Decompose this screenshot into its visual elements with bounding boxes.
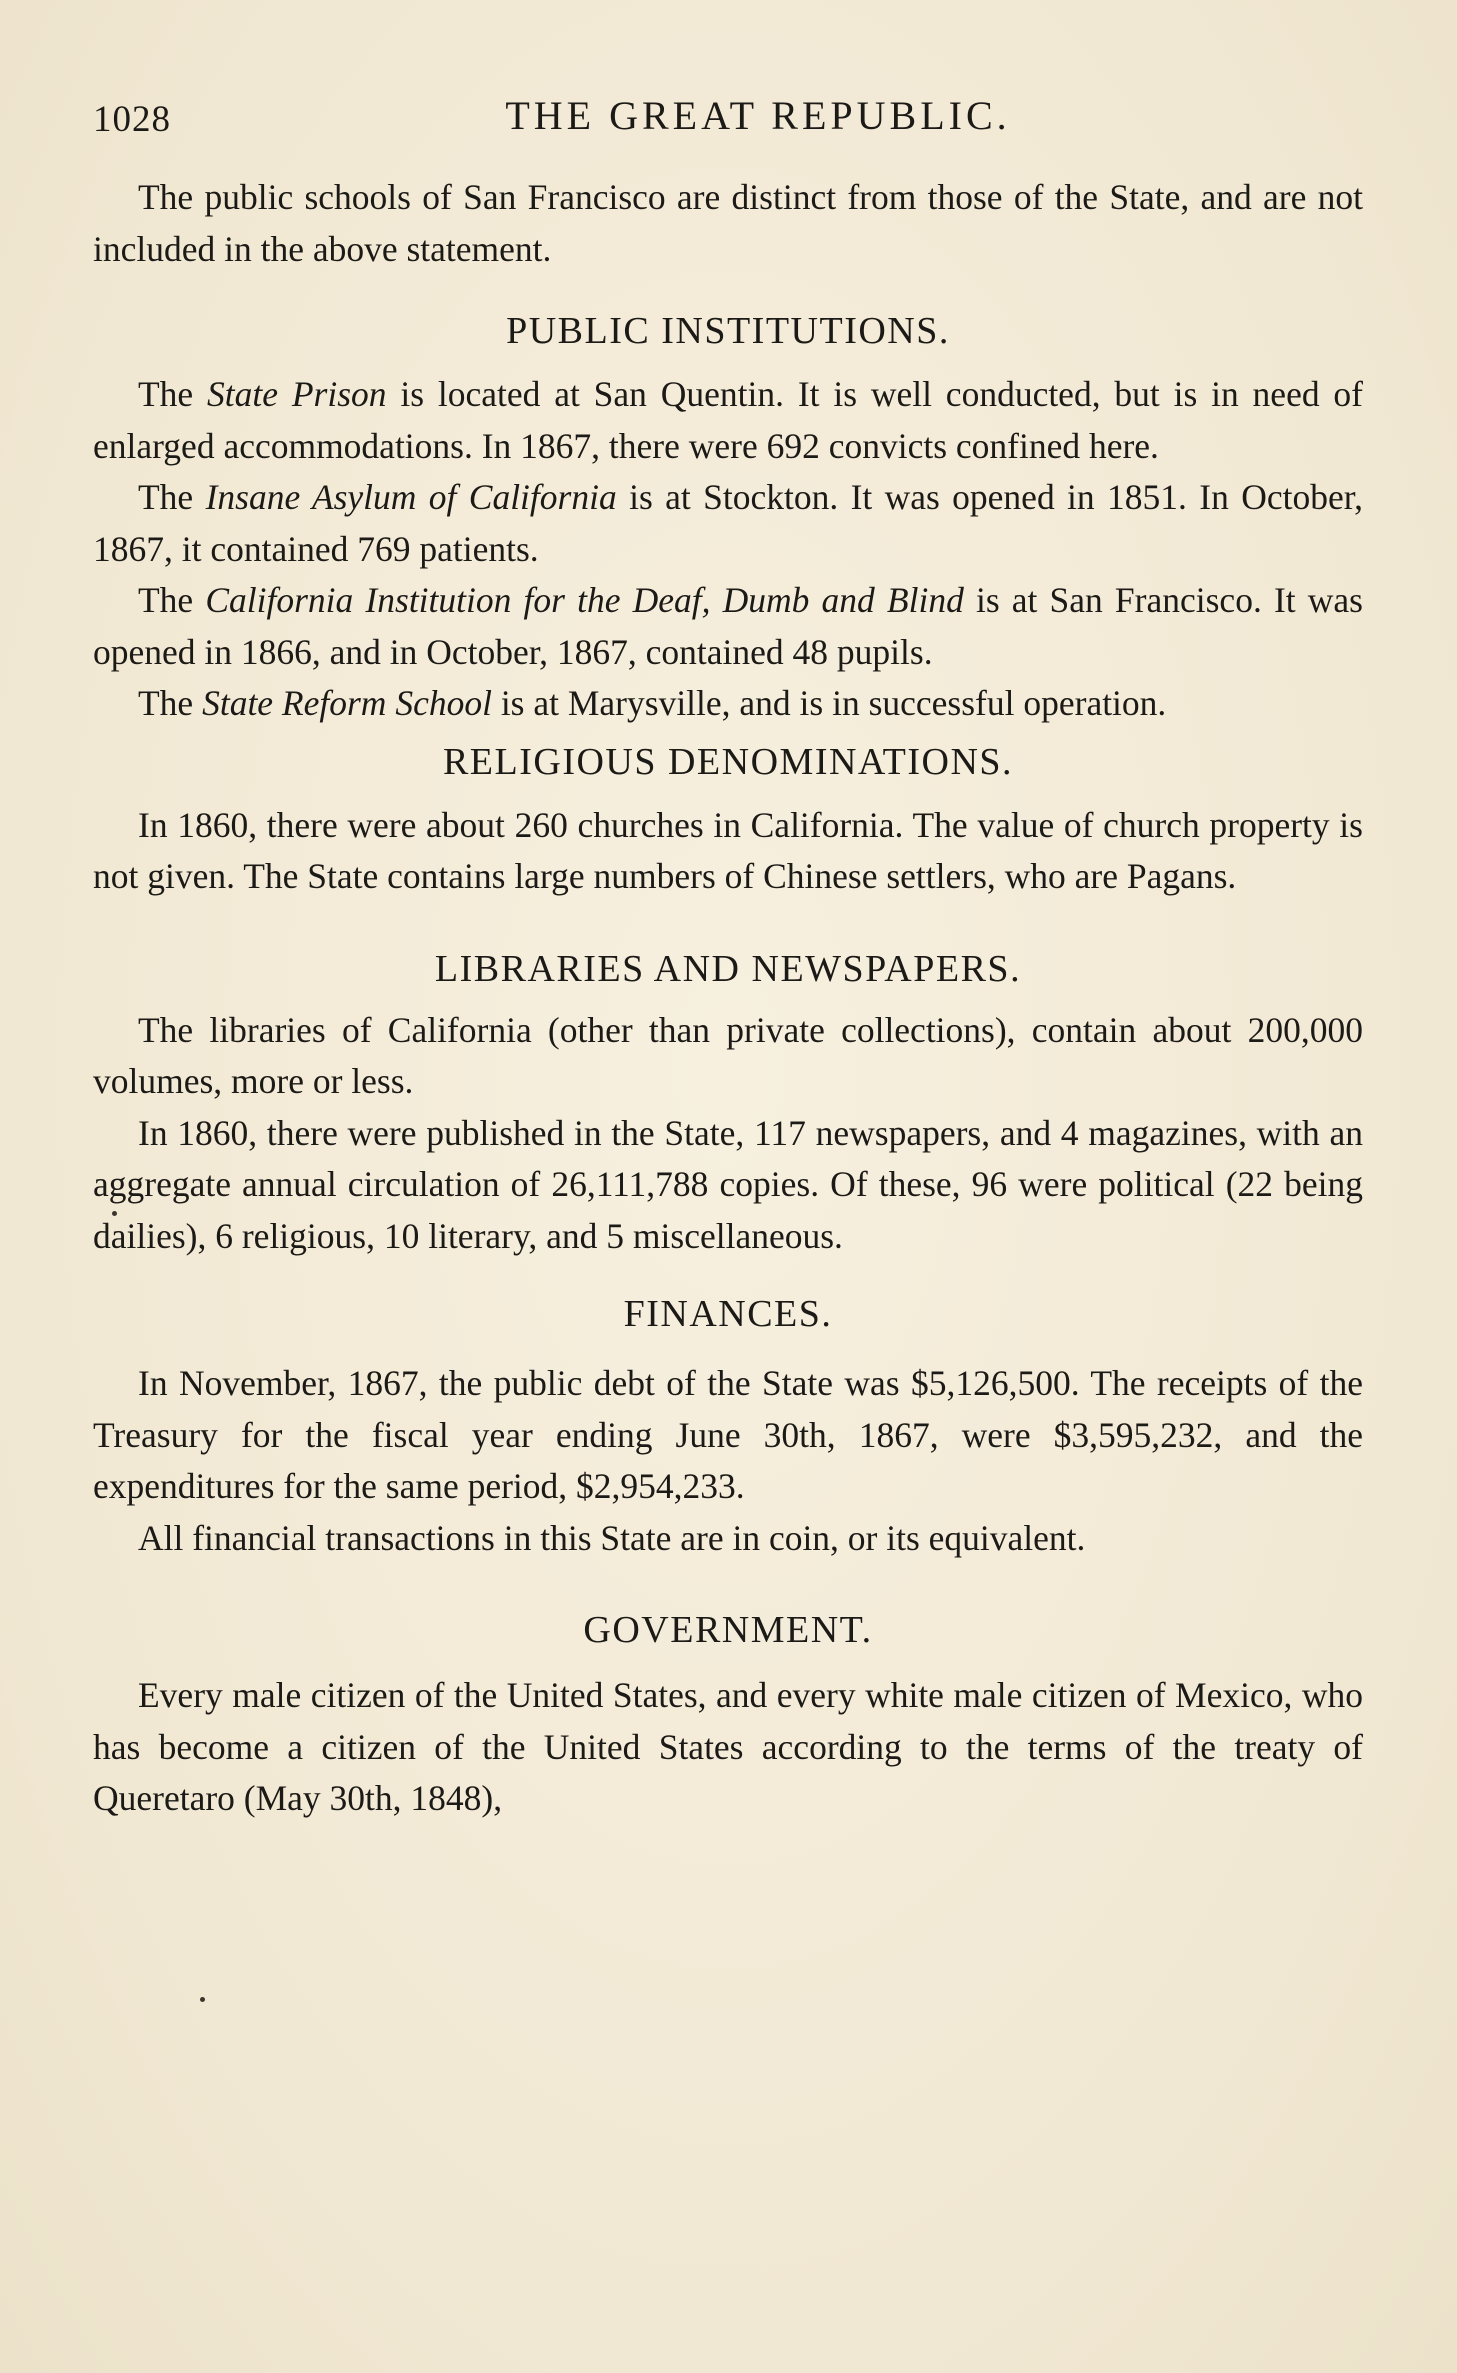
ink-speck (200, 1997, 205, 2002)
heading-religious-denominations: RELIGIOUS DENOMINATIONS. (442, 740, 1014, 783)
institution-name: California Institution for the Deaf, Dumb and Blind (205, 580, 964, 620)
ink-speck (112, 1211, 117, 1216)
paragraph-coin: All financial transactions in this State are in coin, or its equivalent. (138, 1517, 1086, 1558)
heading-public-institutions: PUBLIC INSTITUTIONS. (506, 310, 950, 352)
institution-name: State Reform School (202, 683, 492, 723)
paragraph-state-prison: The State Prison is located at San Quentin. It is well conducted, but is in need of enlarged accommodations. In 1867, there were 692 convicts confined here. (93, 374, 1363, 466)
paragraph-reform-school: The State Reform School is at Marysville, and is in successful operation. (138, 683, 1167, 723)
paragraph-churches: In 1860, there were about 260 churches in California. The value of church property is not given. The State contains large numbers of Chinese settlers, who are Pagans. (93, 804, 1363, 896)
intro-paragraph: The public schools of San Francisco are distinct from those of the State, and are not included in the above statement. (93, 177, 1363, 269)
heading-finances: FINANCES. (623, 1293, 833, 1335)
page-body (93, 172, 1363, 1825)
paragraph-newspapers: In 1860, there were published in the State, 117 newspapers, and 4 magazines, with an aggregate annual circulation of 26,111,788 copies. Of these, 96 were political (22 being dailies), 6 religious, 10 literary, and 5 miscellaneous. (93, 1112, 1363, 1256)
paragraph-public-debt: In November, 1867, the public debt of the State was $5,126,500. The receipts of the Treasury for the fiscal year ending June 30th, 1867, were $3,595,232, and the expenditures for the same period, $2,954,233. (93, 1363, 1363, 1506)
page-header (93, 92, 1363, 152)
institution-name: State Prison (207, 374, 387, 414)
heading-government: GOVERNMENT. (583, 1609, 873, 1651)
paragraph-citizenship: Every male citizen of the United States, and every white male citizen of Mexico, who has become a citizen of the United States according to the terms of the treaty of Queretaro (May 30th, 1848), (93, 1675, 1363, 1818)
paragraph-insane-asylum: The Insane Asylum of California is at Stockton. It was opened in 1851. In October, 1867, it contained 769 patients. (93, 477, 1363, 569)
page-number: 1028 (93, 99, 171, 140)
running-title: THE GREAT REPUBLIC. (505, 93, 1011, 138)
institution-name: Insane Asylum of California (205, 477, 617, 517)
heading-libraries-newspapers: LIBRARIES AND NEWSPAPERS. (434, 947, 1022, 990)
paragraph-deaf-dumb-blind: The California Institution for the Deaf, Dumb and Blind is at San Francisco. It was opened in 1866, and in October, 1867, contained 48 pupils. (93, 580, 1363, 672)
paragraph-libraries: The libraries of California (other than private collections), contain about 200,000 volumes, more or less. (93, 1009, 1363, 1101)
